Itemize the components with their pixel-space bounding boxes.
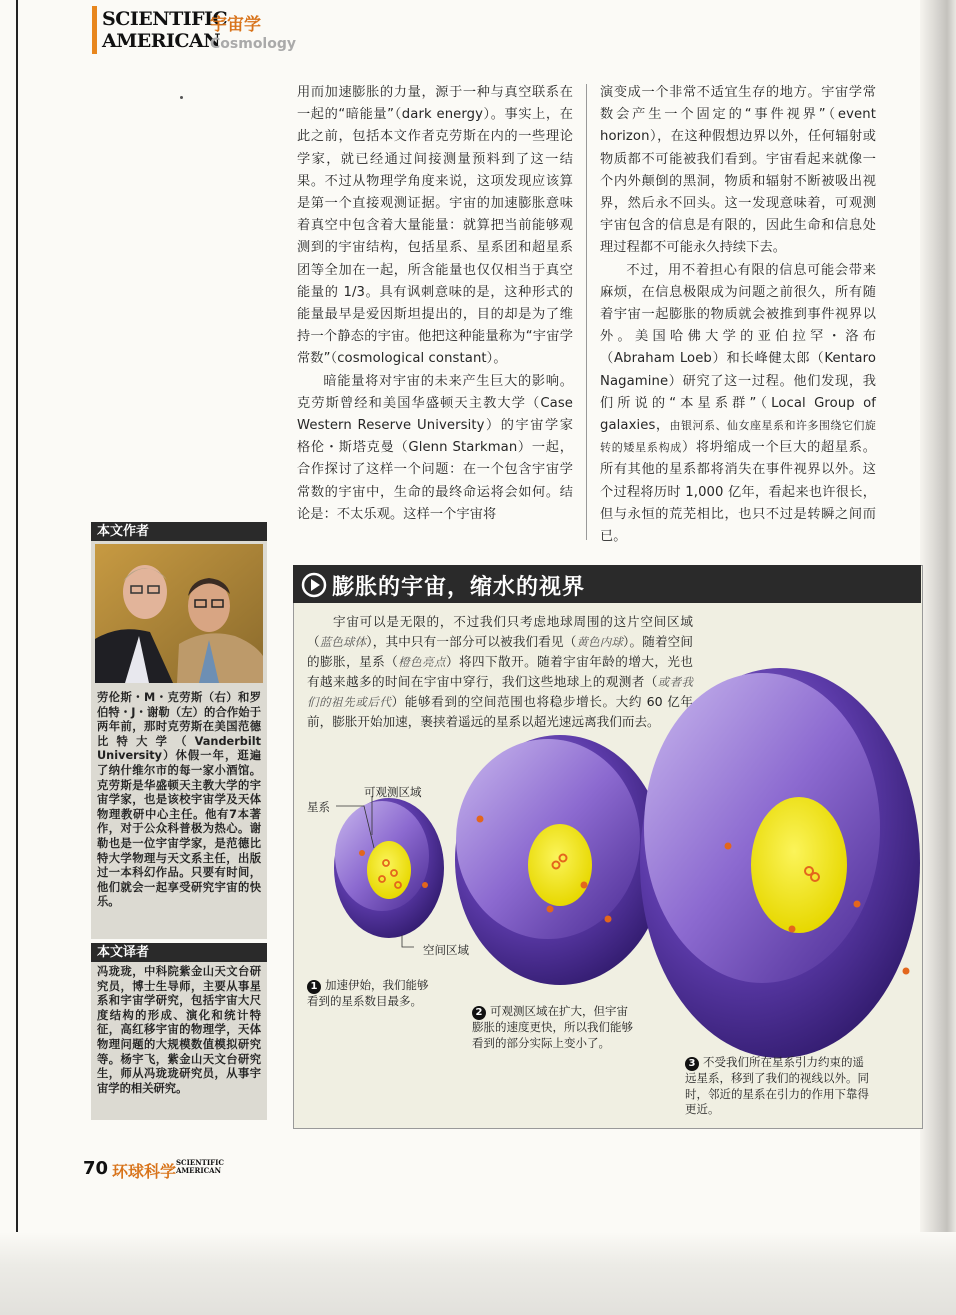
paragraph: 暗能量将对宇宙的未来产生巨大的影响。克劳斯曾经和美国华盛顿天主教大学（Case Western Reserve University）的宇宙学家格伦・斯塔克曼（Glenn Starkman）一起，合作探讨了这样一个问题：在一个包含宇宙学常数的宇宙中，生命的最终命运将会如何。结论是：不太乐观。这样一个宇宙将 [297,373,573,522]
sphere-stage-1 [334,798,444,938]
step-text: 不受我们所在星系引力约束的遥远星系，移到了我们的视线以外。同时，邻近的星系在引力的作用下靠得更近。 [685,1055,869,1116]
article-column-2 [600,82,876,548]
page-left-rule [16,0,18,1232]
authors-illustration [95,544,263,683]
paragraph-note: 由银河系、仙女座星系和许多围绕它们旋转的矮星系构成 [600,419,876,455]
brand-line-2: AMERICAN [102,30,221,52]
galaxy-dot [903,968,910,975]
translator-bio: 冯珑珑，中科院紫金山天文台研究员，博士生导师，主要从事星系和宇宙学研究，包括宇宙大尺度结构的形成、演化和统计特征，高红移宇宙的物理学，天体物理问题的大规模数值模拟研究等。杨宇飞，紫金山天文台研究生，师从冯珑珑研究员，从事宇宙学的相关研究。 [97,965,261,1095]
page-number: 70 [83,1158,109,1179]
label-observable-region: 可观测区域 [364,785,422,799]
galaxy-dot [725,843,732,850]
header-accent-bar [92,6,97,54]
paragraph: 用而加速膨胀的力量，源于一种与真空联系在一起的“暗能量”（dark energy）。事实上，在此之前，包括本文作者克劳斯在内的一些理论学家，就已经通过间接测量预料到了这一结果。不过从物理学角度来说，这项发现应该算是第一个直接观测证据。宇宙的加速膨胀意味着真空中包含着大量能量：就算把当前能够观测到的宇宙结构，包括星系、星系团和超星系团等全加在一起，所含能量也仅仅相当于真空能量的 1/3。具有讽刺意味的是，这种形式的能量最早是爱因斯坦提出的，目的却是为了维持一个静态的宇宙。他把这种能量称为“宇宙学常数”（cosmological constant）。 [297,85,573,367]
intro-text: ）将四下散开。随着宇宙年龄的增大，光也有越来越多的时间在宇宙中穿行，我们这些地球上的观测者（ [307,654,694,689]
author-bio: 劳伦斯・M・克劳斯（右）和罗伯特・J・谢勒（左）的合作始于两年前，那时克劳斯在美国范德比特大学（Vanderbilt University）休假一年，逛遍了纳什维尔市的每一家小酒馆。克劳斯是华盛顿天主教大学的宇宙学家，也是该校宇宙学及天体物理教研中心主任。他有7本著作，对于公众科普极为热心。谢勒也是一位宇宙学家，是范德比特大学物理与天文系主任，出版过一本科幻作品。只要有时间，他们就会一起享受研究宇宙的快乐。 [97,691,261,909]
article-column-1 [297,82,573,526]
play-icon [301,572,327,598]
footer-en-line-1: SCIENTIFIC [176,1158,224,1167]
leader-line-space [402,935,414,947]
paragraph: 演变成一个非常不适宜生存的地方。宇宙学常数会产生一个固定的“事件视界”（event horizon），在这种假想边界以外，任何辐射或物质都不可能被我们看到。宇宙看起来就像一个内外颠倒的黑洞，物质和辐射不断被吸出视界，然后永不回头。这一发现意味着，可观测宇宙包含的信息是有限的，因此生命和信息处理过程都不可能永久持续下去。 [600,85,876,256]
intro-note: 蓝色球体 [319,635,367,649]
intro-text: 宇宙可以是无限的，不过我们只考虑地球周围的这片空间区域（ [307,614,693,649]
column-divider [586,84,587,540]
step-text: 可观测区域在扩大，但宇宙膨胀的速度更快，所以我们能够看到的部分实际上变小了。 [472,1004,633,1050]
step-1 [307,978,433,1010]
step-3 [685,1055,871,1118]
step-number: 1 [307,980,321,994]
label-galaxy: 星系 [307,800,330,814]
galaxy-dot [789,926,796,933]
intro-text: ）能够看到的空间范围也将稳步增长。大约 60 亿年前，膨胀开始加速，裹挟着遥远的星系以超光速远离我们而去。 [307,694,693,729]
galaxy-dot [422,882,428,888]
page-curl [920,0,956,1315]
galaxy-dot [605,916,612,923]
footer-magazine-zh: 环球科学 [112,1162,177,1181]
step-number: 3 [685,1057,699,1071]
sphere-stage-3 [640,668,920,1058]
galaxy-dot [359,850,365,856]
galaxy-dot [547,906,554,913]
step-text: 加速伊始，我们能够看到的星系数目最多。 [307,978,429,1008]
galaxy-dot [581,882,588,889]
brand-line-1: SCIENTIFIC [102,8,228,30]
figure-title: 膨胀的宇宙，缩水的视界 [332,575,586,600]
galaxy-dot [854,901,861,908]
intro-note: 或者我们的祖先或后代 [307,675,694,709]
scan-bottom-edge [0,1232,956,1315]
intro-note: 黄色内球 [576,635,624,649]
translator-box-title: 本文译者 [91,943,267,962]
intro-text: ）。随着空间的膨胀，星系（ [307,634,694,669]
step-2 [472,1004,634,1051]
label-space-region: 空间区域 [423,943,469,957]
paragraph-text: ）将坍缩成一个巨大的超星系。所有其他的星系都将消失在事件视界以外。这个过程将历时 1,000 亿年，看起来也许很长，但与永恒的荒芜相比，也只不过是转瞬之间而已。 [600,440,876,545]
paragraph [600,260,876,549]
step-number: 2 [472,1006,486,1020]
intro-text: ），其中只有一部分可以被我们看见（ [366,634,577,649]
section-title-zh: 宇宙学 [210,15,261,35]
footer-magazine-en [176,1159,224,1175]
intro-note: 橙色亮点 [398,655,446,669]
section-title-en: Cosmology [210,36,296,52]
author-photo [95,544,263,683]
author-box-title: 本文作者 [91,522,267,541]
footer-en-line-2: AMERICAN [176,1166,222,1175]
galaxy-dot [477,816,484,823]
sphere-stage-2 [455,735,665,985]
margin-dot [180,96,183,99]
paragraph-text: 不过，用不着担心有限的信息可能会带来麻烦，在信息极限成为问题之前很久，所有随着宇宙一起膨胀的物质就会被推到事件视界以外。美国哈佛大学的亚伯拉罕・洛布（Abraham Loeb）和长峰健太郎（Kentaro Nagamine）研究了这一过程。他们发现，我们所说的“本星系群”（Local Group of galaxies， [600,262,876,434]
